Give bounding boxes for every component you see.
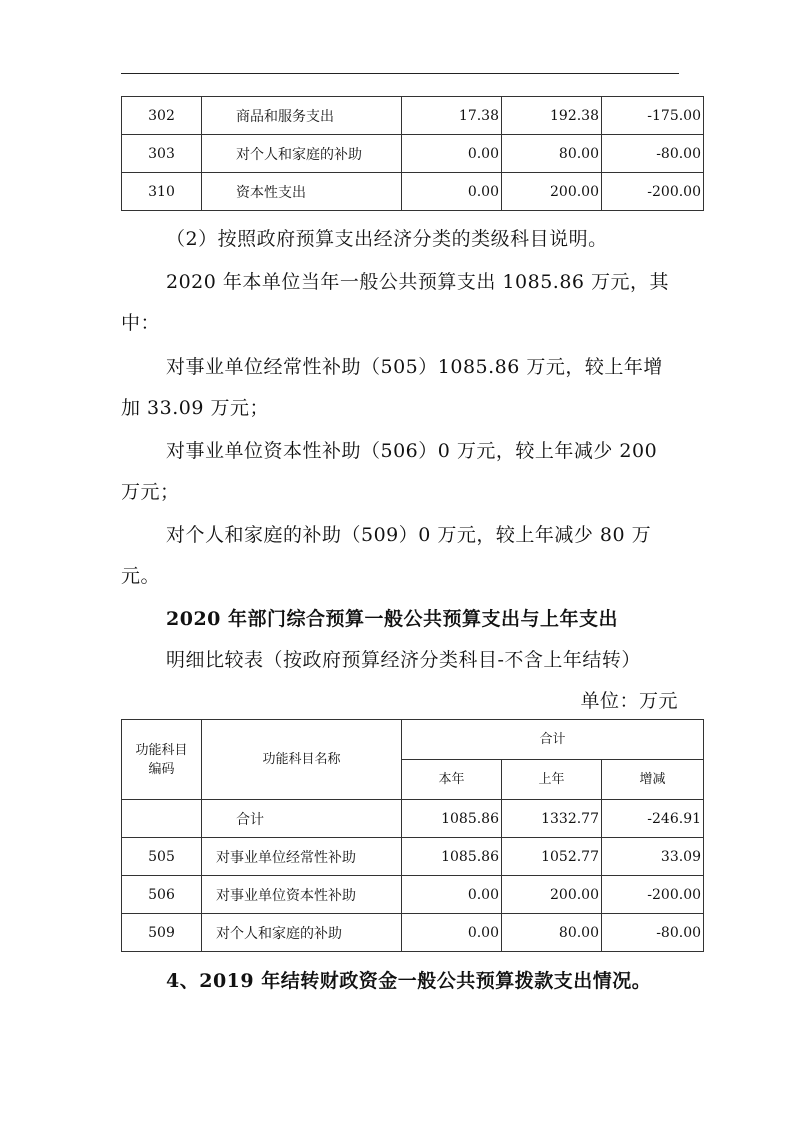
row-code bbox=[122, 800, 202, 838]
row-name: 资本性支出 bbox=[202, 173, 402, 211]
section-4-heading: 4、2019 年结转财政资金一般公共预算拨款支出情况。 bbox=[166, 970, 652, 992]
row-current: 0.00 bbox=[402, 876, 502, 914]
row-change: -80.00 bbox=[602, 914, 704, 952]
row-name: 对个人和家庭的补助 bbox=[202, 914, 402, 952]
row-previous: 1052.77 bbox=[502, 838, 602, 876]
row-code: 310 bbox=[122, 173, 202, 211]
row-current: 1085.86 bbox=[402, 838, 502, 876]
row-name: 对个人和家庭的补助 bbox=[202, 135, 402, 173]
header-name: 功能科目名称 bbox=[202, 720, 402, 800]
table-row bbox=[122, 135, 704, 173]
paragraph-506-line2: 万元； bbox=[121, 481, 180, 503]
row-change: -200.00 bbox=[602, 876, 704, 914]
row-change: -200.00 bbox=[602, 173, 704, 211]
table-row bbox=[122, 914, 704, 952]
row-previous: 80.00 bbox=[502, 914, 602, 952]
paragraph-total-line2: 中： bbox=[121, 312, 161, 334]
table-row bbox=[122, 173, 704, 211]
row-current: 0.00 bbox=[402, 914, 502, 952]
table-header-row bbox=[122, 720, 704, 760]
row-code: 506 bbox=[122, 876, 202, 914]
header-previous: 上年 bbox=[502, 760, 602, 800]
paragraph-505-line2: 加 33.09 万元； bbox=[121, 397, 269, 419]
paragraph-505-line1: 对事业单位经常性补助（505）1085.86 万元，较上年增 bbox=[166, 356, 663, 378]
paragraph-506-line1: 对事业单位资本性补助（506）0 万元，较上年减少 200 bbox=[166, 440, 658, 462]
table-row bbox=[122, 876, 704, 914]
row-name: 对事业单位资本性补助 bbox=[202, 876, 402, 914]
row-code: 509 bbox=[122, 914, 202, 952]
row-change: -80.00 bbox=[602, 135, 704, 173]
row-change: 33.09 bbox=[602, 838, 704, 876]
paragraph-509-line2: 元。 bbox=[121, 565, 161, 587]
table-title-line2: 明细比较表（按政府预算经济分类科目-不含上年结转） bbox=[166, 649, 641, 671]
header-current: 本年 bbox=[402, 760, 502, 800]
unit-label: 单位：万元 bbox=[580, 690, 678, 712]
table-row bbox=[122, 800, 704, 838]
row-change: -175.00 bbox=[602, 97, 704, 135]
header-rule bbox=[121, 73, 679, 74]
row-name: 合计 bbox=[202, 800, 402, 838]
header-code bbox=[122, 720, 202, 800]
row-previous: 200.00 bbox=[502, 173, 602, 211]
paragraph-economic-class: （2）按照政府预算支出经济分类的类级科目说明。 bbox=[166, 228, 608, 250]
row-previous: 192.38 bbox=[502, 97, 602, 135]
paragraph-509-line1: 对个人和家庭的补助（509）0 万元，较上年减少 80 万 bbox=[166, 524, 652, 546]
header-change: 增减 bbox=[602, 760, 704, 800]
header-code-line2: 编码 bbox=[148, 761, 175, 777]
row-previous: 80.00 bbox=[502, 135, 602, 173]
row-previous: 200.00 bbox=[502, 876, 602, 914]
row-previous: 1332.77 bbox=[502, 800, 602, 838]
row-code: 302 bbox=[122, 97, 202, 135]
row-current: 0.00 bbox=[402, 135, 502, 173]
row-current: 1085.86 bbox=[402, 800, 502, 838]
expense-detail-table bbox=[121, 96, 704, 211]
table-title-line1: 2020 年部门综合预算一般公共预算支出与上年支出 bbox=[166, 608, 618, 630]
row-current: 17.38 bbox=[402, 97, 502, 135]
paragraph-total-line1: 2020 年本单位当年一般公共预算支出 1085.86 万元，其 bbox=[166, 271, 670, 293]
row-current: 0.00 bbox=[402, 173, 502, 211]
row-code: 303 bbox=[122, 135, 202, 173]
table-row bbox=[122, 838, 704, 876]
row-name: 商品和服务支出 bbox=[202, 97, 402, 135]
header-group-total: 合计 bbox=[402, 720, 704, 760]
table-row bbox=[122, 97, 704, 135]
header-code-line1: 功能科目 bbox=[135, 742, 188, 758]
row-name: 对事业单位经常性补助 bbox=[202, 838, 402, 876]
row-code: 505 bbox=[122, 838, 202, 876]
comparison-table bbox=[121, 719, 704, 952]
row-change: -246.91 bbox=[602, 800, 704, 838]
